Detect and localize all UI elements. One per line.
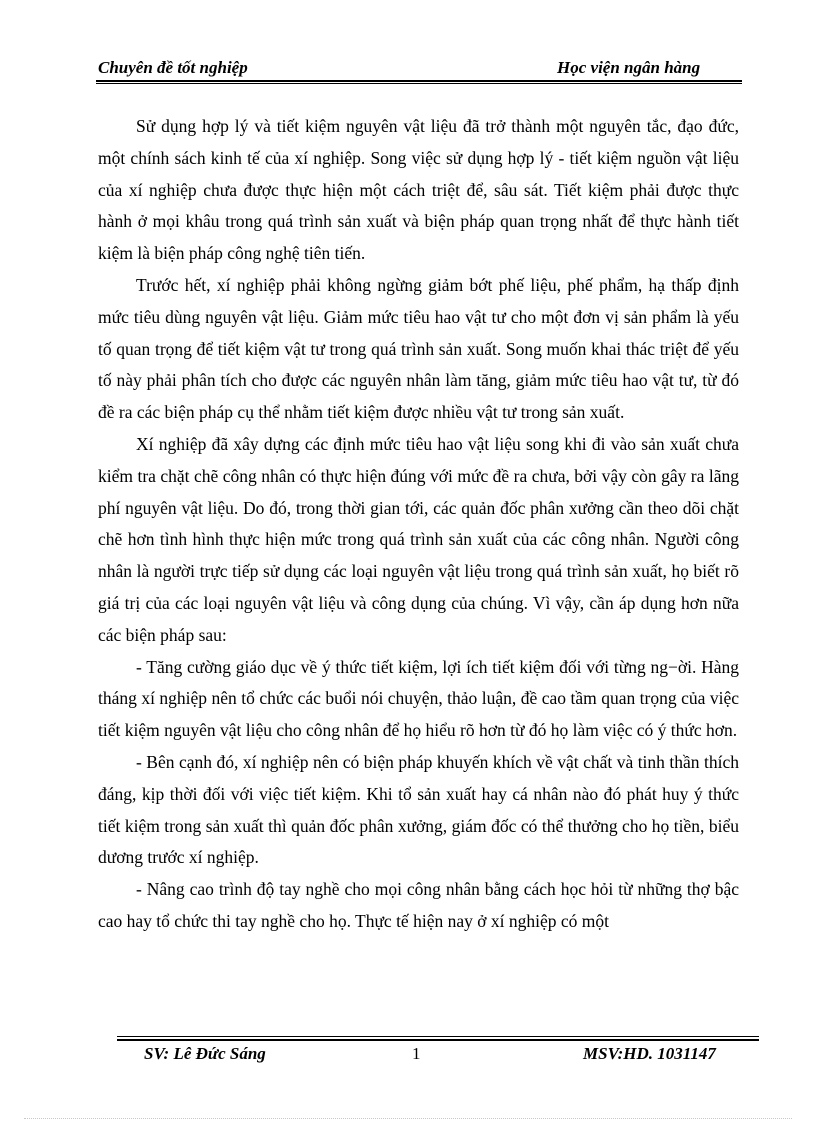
header-divider — [96, 80, 742, 84]
document-body — [98, 111, 739, 938]
paragraph: Sử dụng hợp lý và tiết kiệm nguyên vật liệu đã trở thành một nguyên tắc, đạo đức, một chính sách kinh tế của xí nghiệp. Song việc sử dụng hợp lý - tiết kiệm nguồn vật liệu của xí nghiệp chưa được thực hiện một cách triệt để, sâu sát. Tiết kiệm phải được thực hành ở mọi khâu trong quá trình sản xuất và biện pháp quan trọng nhất để thực hành tiết kiệm là biện pháp công nghệ tiên tiến. — [98, 116, 739, 264]
paragraph: Trước hết, xí nghiệp phải không ngừng giảm bớt phế liệu, phế phẩm, hạ thấp định mức tiêu dùng nguyên vật liệu. Giảm mức tiêu hao vật tư cho một đơn vị sản phẩm là yếu tố quan trọng để tiết kiệm vật tư trong quá trình sản xuất. Song muốn khai thác triệt để yếu tố này phải phân tích cho được các nguyên nhân làm tăng, giảm mức tiêu hao vật tư, từ đó đề ra các biện pháp cụ thể nhằm tiết kiệm được nhiều vật tư trong sản xuất. — [98, 274, 739, 423]
paragraph: - Nâng cao trình độ tay nghề cho mọi công nhân bằng cách học hỏi từ những thợ bậc cao hay tổ chức thi tay nghề cho họ. Thực tế hiện nay ở xí nghiệp có một — [98, 879, 739, 931]
header-title-left: Chuyên đề tốt nghiệp — [98, 58, 248, 77]
paragraph: - Tăng cường giáo dục về ý thức tiết kiệm, lợi ích tiết kiệm đối với từng ng−ời. Hàng tháng xí nghiệp nên tổ chức các buổi nói chuyện, thảo luận, đề cao tầm quan trọng của việc tiết kiệm nguyên vật liệu cho công nhân để họ hiểu rõ hơn từ đó họ làm việc có ý thức hơn. — [98, 656, 739, 741]
paragraph: - Bên cạnh đó, xí nghiệp nên có biện pháp khuyến khích về vật chất và tinh thần thích đáng, kịp thời đối với việc tiết kiệm. Khi tổ sản xuất hay cá nhân nào đó phát huy ý thức tiết kiệm trong sản xuất thì quản đốc phân xưởng, giám đốc có thể thưởng cho họ tiền, biểu dương trước xí nghiệp. — [98, 751, 739, 868]
header-title-right: Học viện ngân hàng — [557, 58, 701, 77]
page-edge-line — [24, 1118, 792, 1119]
footer-student-name: SV: Lê Đức Sáng — [144, 1044, 266, 1063]
footer-student-id: MSV:HD. 1031147 — [583, 1044, 716, 1063]
footer-divider — [117, 1036, 759, 1041]
paragraph: Xí nghiệp đã xây dựng các định mức tiêu hao vật liệu song khi đi vào sản xuất chưa kiểm tra chặt chẽ công nhân có thực hiện đúng với mức đề ra chưa, bởi vậy còn gây ra lãng phí nguyên vật liệu. Do đó, trong thời gian tới, các quản đốc phân xưởng cần theo dõi chặt chẽ hơn tình hình thực hiện mức trong quá trình sản xuất của các công nhân. Người công nhân là người trực tiếp sử dụng các loại nguyên vật liệu trong quá trình sản xuất, họ biết rõ giá trị của các loại nguyên vật liệu và công dụng của chúng. Vì vậy, cần áp dụng hơn nữa các biện pháp sau: — [98, 433, 739, 645]
footer-page-number: 1 — [412, 1044, 421, 1063]
